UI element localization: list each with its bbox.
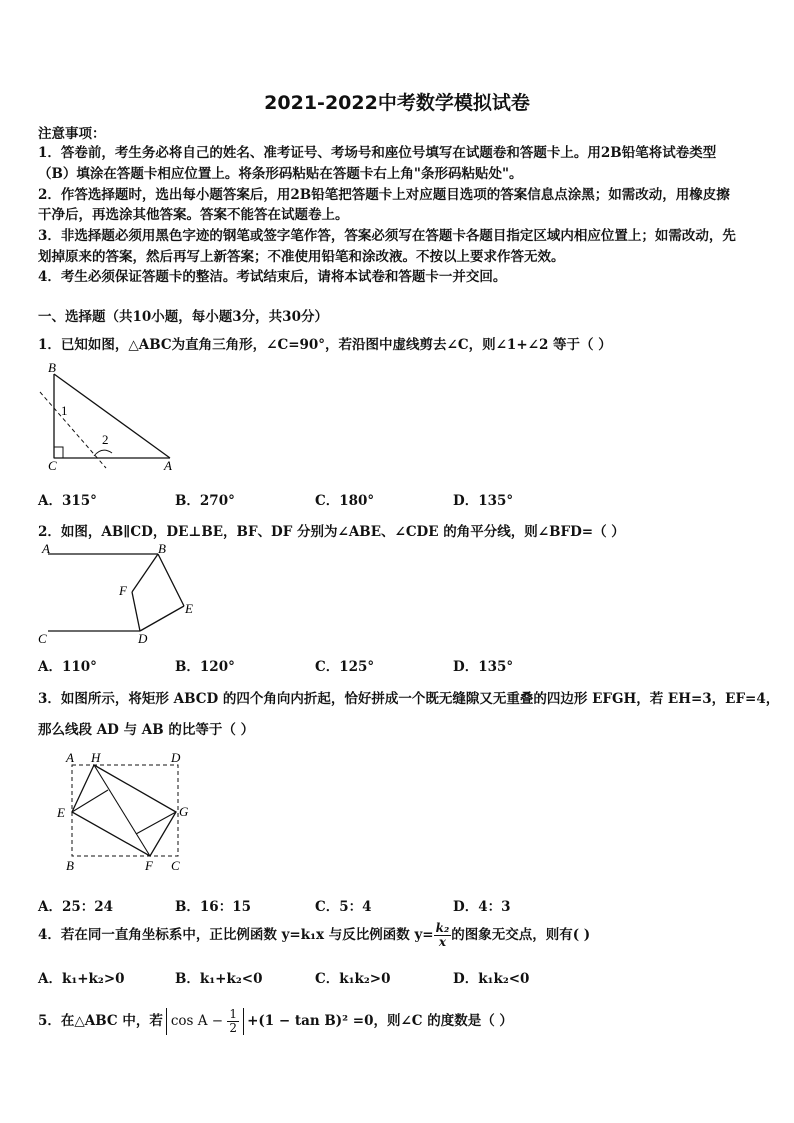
angle2-arc: [94, 450, 112, 456]
q4-option-a[interactable]: A．k₁+k₂>0: [38, 971, 125, 987]
q1-triangle-figure: [34, 360, 184, 472]
notice-line: 干净后，再选涂其他答案。答案不能答在试题卷上。: [38, 207, 349, 223]
label-C: C: [38, 631, 47, 646]
label-B: B: [48, 360, 56, 375]
label-F: F: [145, 858, 153, 873]
label-B: B: [158, 541, 166, 556]
fraction-numerator: 1: [229, 1007, 238, 1021]
q3-option-c[interactable]: C．5：4: [315, 899, 372, 915]
q1-option-d[interactable]: D．135°: [453, 493, 514, 509]
q5-stem-part-a: 5．在△ABC 中，若: [38, 1013, 163, 1029]
label-A: A: [164, 458, 172, 472]
notice-line: 1．答卷前，考生务必将自己的姓名、准考证号、考场号和座位号填写在试题卷和答题卡上。用2B铅笔将试卷类型: [38, 145, 717, 161]
notice-line: 2．作答选择题时，选出每小题答案后，用2B铅笔把答题卡上对应题目选项的答案信息点涂黑；如需改动，用橡皮擦: [38, 187, 730, 203]
label-D: D: [171, 750, 181, 765]
segment-bf: [132, 554, 158, 592]
notice-line: 4．考生必须保证答题卡的整洁。考试结束后，请将本试卷和答题卡一并交回。: [38, 269, 507, 285]
label-B: B: [66, 858, 74, 873]
q3-stem-line1: 3．如图所示，将矩形 ABCD 的四个角向内折起，恰好拼成一个既无缝隙又无重叠的四边形 EFGH，若 EH=3，EF=4，: [38, 691, 780, 707]
label-H: H: [91, 750, 101, 765]
q3-option-b[interactable]: B．16：15: [175, 899, 251, 915]
label-D: D: [138, 631, 148, 646]
q4-option-c[interactable]: C．k₁k₂>0: [315, 971, 391, 987]
notice-line: 划掉原来的答案，然后再写上新答案；不准使用铅笔和涂改液。不按以上要求作答无效。: [38, 249, 565, 265]
q1-option-b[interactable]: B．270°: [175, 493, 235, 509]
q2-option-d[interactable]: D．135°: [453, 659, 514, 675]
fraction-denominator: x: [438, 935, 446, 949]
fraction-numerator: k₂: [435, 921, 450, 935]
quadrilateral-efgh: [72, 765, 176, 856]
q2-option-c[interactable]: C．125°: [315, 659, 375, 675]
label-F: F: [119, 583, 127, 598]
fraction-k2-over-x: [434, 922, 452, 949]
label-C: C: [171, 858, 180, 873]
fold-line-hf: [94, 765, 150, 856]
q2-option-b[interactable]: B．120°: [175, 659, 235, 675]
q3-rectangle-figure: [52, 746, 202, 876]
segment-be: [158, 554, 184, 606]
q4-stem-part-b: 的图象无交点，则有( ): [451, 927, 591, 943]
absolute-value-expression: [166, 1008, 244, 1035]
q4-option-b[interactable]: B．k₁+k₂<0: [175, 971, 263, 987]
q4-stem: [38, 922, 590, 949]
segment-ed: [140, 606, 184, 631]
q4-stem-part-a: 4．若在同一直角坐标系中，正比例函数 y=k₁x 与反比例函数 y=: [38, 927, 434, 943]
label-A: A: [66, 750, 74, 765]
fraction-one-half: [227, 1008, 239, 1035]
notice-line: （B）填涂在答题卡相应位置上。将条形码粘贴在答题卡右上角"条形码粘贴处"。: [38, 166, 523, 182]
label-E: E: [57, 805, 65, 820]
exam-title: 2021-2022中考数学模拟试卷: [264, 92, 530, 114]
q3-stem-line2: 那么线段 AD 与 AB 的比等于（ ）: [38, 722, 255, 738]
right-angle-mark: [54, 447, 63, 458]
fraction-denominator: 2: [229, 1021, 238, 1035]
label-A: A: [42, 541, 50, 556]
side-ab: [54, 374, 170, 458]
q1-option-a[interactable]: A．315°: [38, 493, 97, 509]
label-angle2: 2: [102, 432, 109, 447]
q5-stem: [38, 1008, 513, 1035]
segment-fd: [132, 592, 140, 631]
label-angle1: 1: [61, 403, 68, 418]
q1-option-c[interactable]: C．180°: [315, 493, 375, 509]
section-heading: 一、选择题（共10小题，每小题3分，共30分）: [38, 309, 328, 325]
label-E: E: [185, 601, 193, 616]
label-G: G: [179, 804, 189, 819]
abs-cos-text: cos A −: [170, 1013, 224, 1029]
q3-option-d[interactable]: D．4：3: [453, 899, 511, 915]
notice-heading: 注意事项：: [38, 126, 106, 142]
q3-option-a[interactable]: A．25：24: [38, 899, 114, 915]
notice-line: 3．非选择题必须用黑色字迹的钢笔或签字笔作答，答案必须写在答题卡各题目指定区域内相应位置上；如需改动，先: [38, 228, 736, 244]
label-C: C: [48, 458, 57, 472]
q2-parallel-figure: [34, 540, 204, 648]
cut-dashed-line: [40, 392, 106, 468]
q2-option-a[interactable]: A．110°: [38, 659, 97, 675]
q1-stem: 1．已知如图，△ABC为直角三角形，∠C=90°，若沿图中虚线剪去∠C，则∠1+∠2 等于（ ）: [38, 337, 612, 353]
q5-stem-part-b: +(1 − tan B)² =0，则∠C 的度数是（ ）: [247, 1013, 513, 1029]
q2-stem: 2．如图，AB∥CD，DE⊥BE，BF、DF 分别为∠ABE、∠CDE 的角平分线，则∠BFD=（ ）: [38, 524, 625, 540]
q4-option-d[interactable]: D．k₁k₂<0: [453, 971, 530, 987]
